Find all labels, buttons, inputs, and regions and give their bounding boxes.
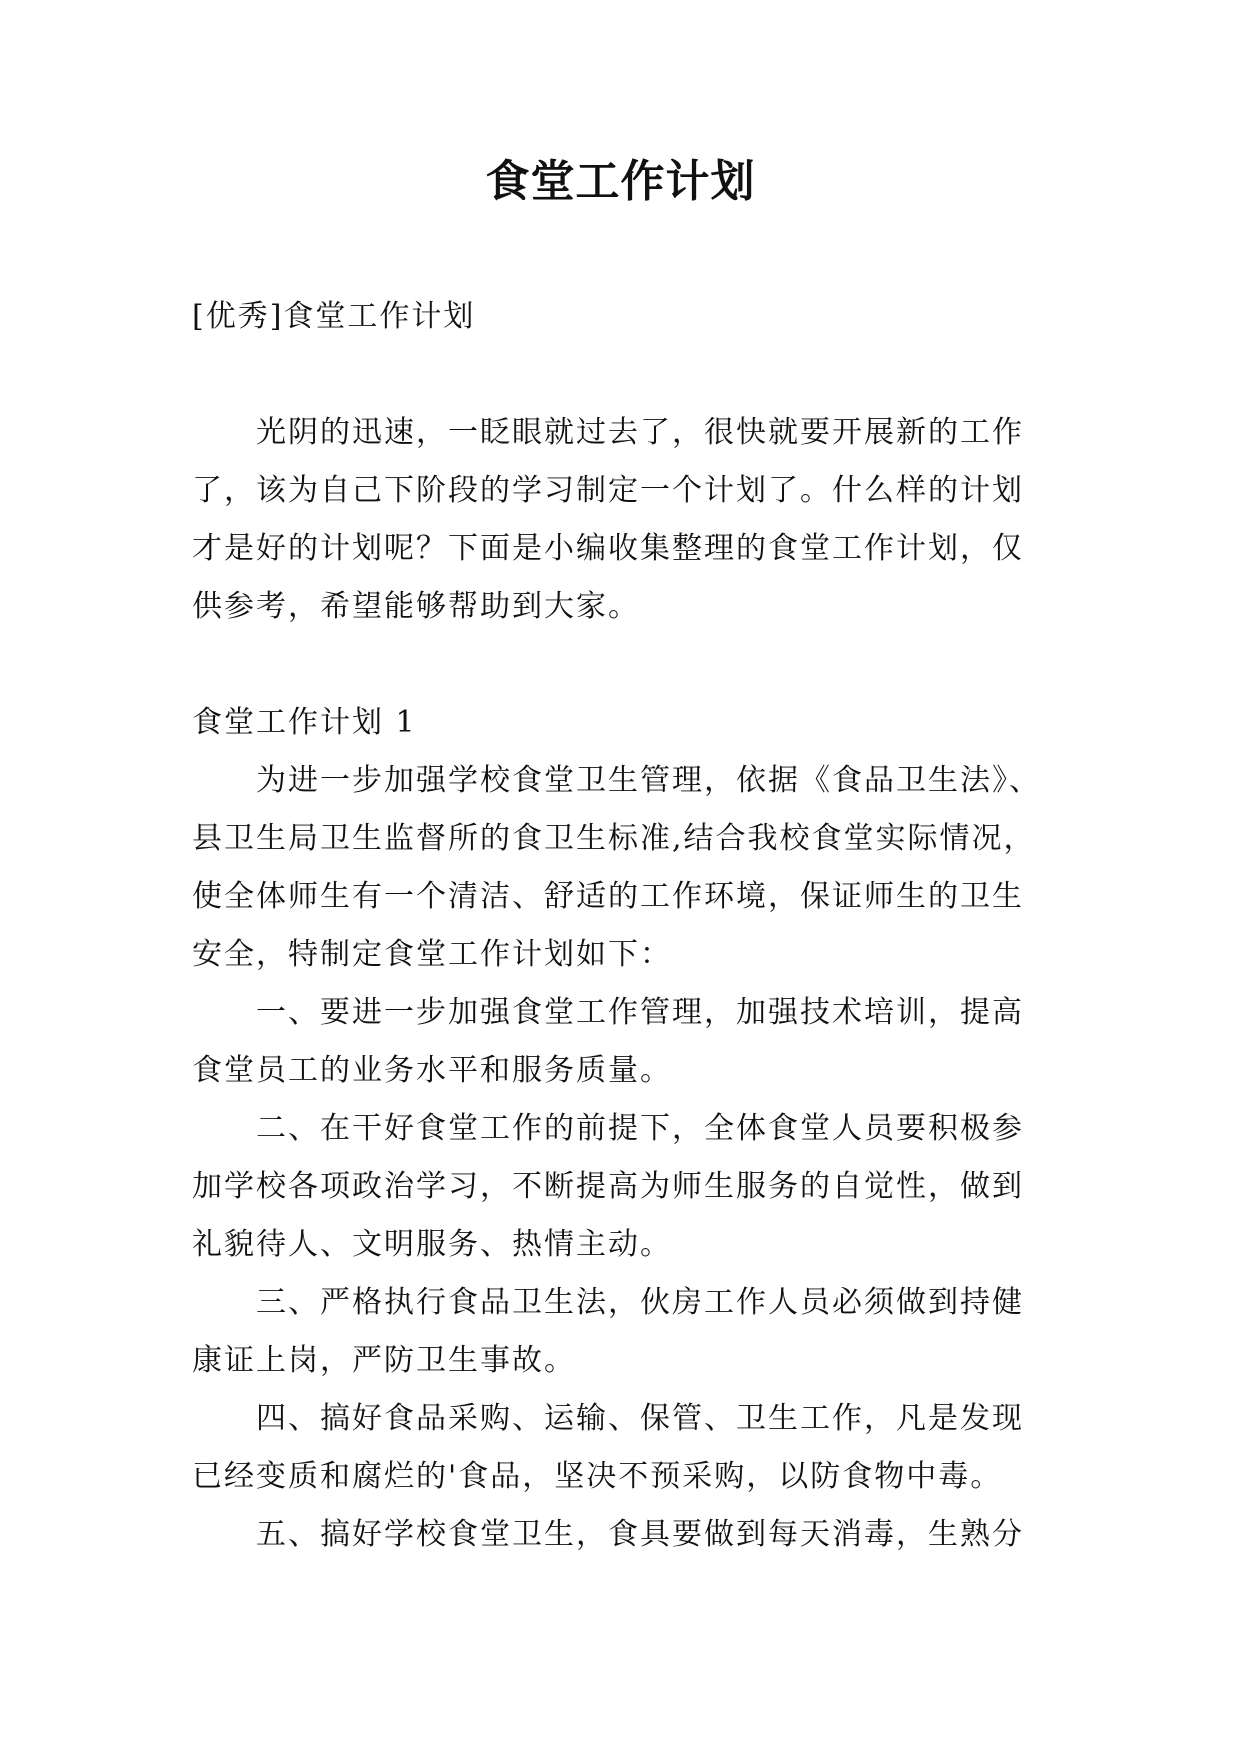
paragraph-6: 五、搞好学校食堂卫生，食具要做到每天消毒，生熟分 bbox=[256, 1517, 1024, 1552]
paragraph-5: 四、搞好食品采购、运输、保管、卫生工作，凡是发现已经变质和腐烂的'食品，坚决不预采购，以防食物中毒。 bbox=[192, 1401, 1024, 1494]
section-heading: 食堂工作计划 1 bbox=[192, 705, 417, 740]
document-subtitle bbox=[192, 288, 1052, 346]
intro-text: 光阴的迅速，一眨眼就过去了，很快就要开展新的工作了，该为自己下阶段的学习制定一个计划了。什么样的计划才是好的计划呢？下面是小编收集整理的食堂工作计划，仅供参考，希望能够帮助到大家。 bbox=[192, 415, 1024, 624]
paragraph-2: 一、要进一步加强食堂工作管理，加强技术培训，提高食堂员工的业务水平和服务质量。 bbox=[192, 995, 1024, 1088]
intro-paragraph bbox=[192, 404, 1052, 636]
paragraph-1: 为进一步加强学校食堂卫生管理，依据《食品卫生法》、县卫生局卫生监督所的食卫生标准,结合我校食堂实际情况，使全体师生有一个清洁、舒适的工作环境，保证师生的卫生安全，特制定食堂工作计划如下： bbox=[192, 763, 1041, 972]
subtitle-text: [优秀]食堂工作计划 bbox=[192, 299, 476, 334]
paragraph-3: 二、在干好食堂工作的前提下，全体食堂人员要积极参加学校各项政治学习，不断提高为师生服务的自觉性，做到礼貌待人、文明服务、热情主动。 bbox=[192, 1111, 1024, 1262]
section-1 bbox=[192, 694, 1052, 1564]
paragraph-4: 三、严格执行食品卫生法，伙房工作人员必须做到持健康证上岗，严防卫生事故。 bbox=[192, 1285, 1024, 1378]
document-title: 食堂工作计划 bbox=[485, 156, 756, 207]
